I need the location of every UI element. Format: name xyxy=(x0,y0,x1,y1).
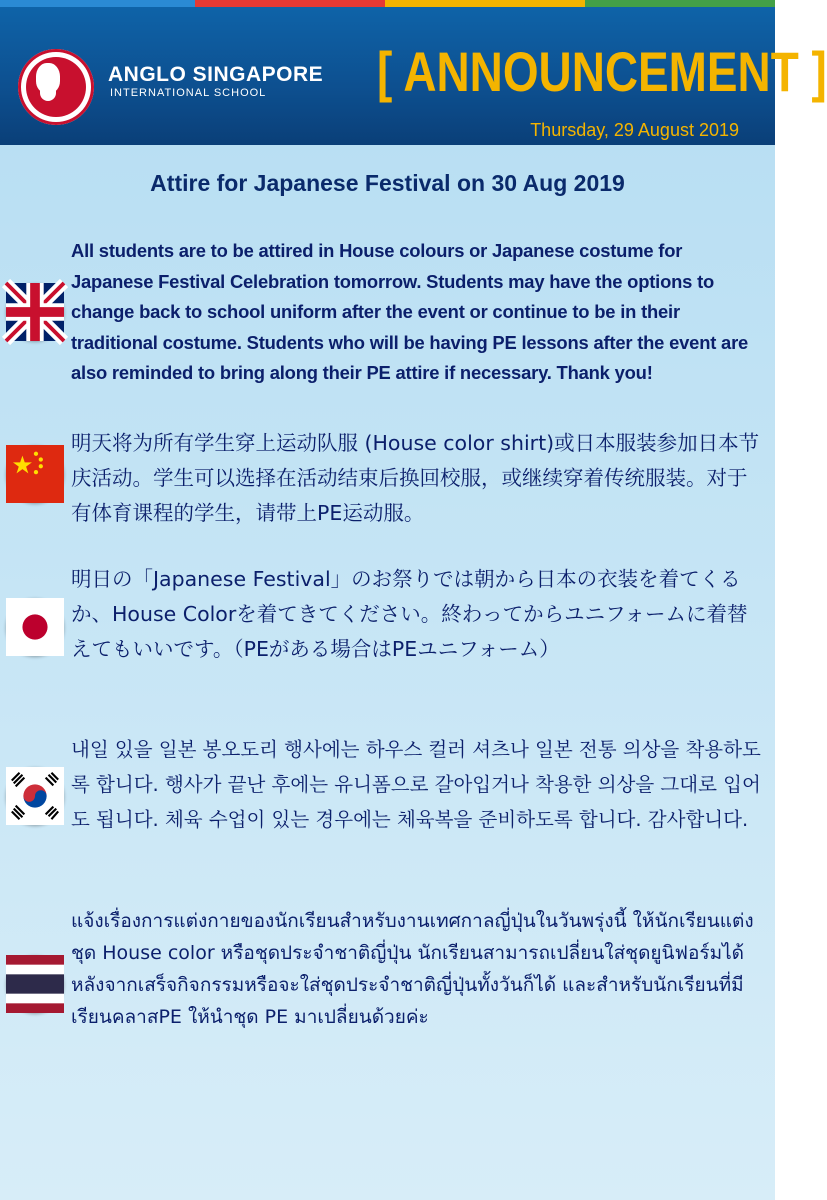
english-notice: All students are to be attired in House colours or Japanese costume for Japanese Festival Celebration tomorrow. Students may have the options to change back to school uniform after the event or continue to be in their traditional costume. Students who will be having PE lessons after the event are also reminded to bring along their PE attire if necessary. Thank you! xyxy=(71,240,749,383)
thai-notice: แจ้งเรื่องการแต่งกายของนักเรียนสำหรับงานเทศกาลญี่ปุ่นในวันพรุ่งนี้ ให้นักเรียนแต่งชุด House color หรือชุดประจำชาติญี่ปุ่น นักเรียนสามารถเปลี่ยนใส่ชุดยูนิฟอร์มได้หลังจากเสร็จกิจกรรมหรือจะใส่ชุดประจำชาติญี่ปุ่นทั้งวันก็ได้ และสำหรับนักเรียนที่มีเรียนคลาสPE ให้นำชุด PE มาเปลี่ยนด้วยค่ะ xyxy=(71,910,754,1028)
announcement-date: Thursday, 29 August 2019 xyxy=(530,120,739,140)
china-flag-icon xyxy=(6,445,64,503)
japan-flag-icon xyxy=(6,598,64,656)
announcement-label: [ ANNOUNCEMENT ] xyxy=(377,40,827,103)
school-subtitle: INTERNATIONAL SCHOOL xyxy=(110,87,267,99)
chinese-notice: 明天将为所有学生穿上运动队服 (House color shirt)或日本服装参加日本节庆活动。学生可以选择在活动结束后换回校服，或继续穿着传统服装。对于有体育课程的学生，请带上PE运动服。 xyxy=(71,431,760,525)
korea-flag-icon xyxy=(6,767,64,825)
lion-crest-logo-icon xyxy=(18,49,94,125)
header-banner xyxy=(0,7,827,145)
page-title: Attire for Japanese Festival on 30 Aug 2019 xyxy=(150,170,625,196)
uk-flag-icon xyxy=(6,283,64,341)
color-stripe xyxy=(0,0,775,7)
korean-notice: 내일 있을 일본 봉오도리 행사에는 하우스 컬러 셔츠나 일본 전통 의상을 착용하도록 합니다. 행사가 끝난 후에는 유니폼으로 갈아입거나 착용한 의상을 그대로 입어도 됩니다. 체육 수업이 있는 경우에는 체육복을 준비하도록 합니다. 감사합니다. xyxy=(71,738,761,831)
school-name: ANGLO SINGAPORE xyxy=(108,63,324,86)
japanese-notice: 明日の「Japanese Festival」のお祭りでは朝から日本の衣装を着てくるか、House Colorを着てきてください。終わってからユニフォームに着替えてもいいです。（PEがある場合はPEユニフォーム） xyxy=(71,567,748,661)
thailand-flag-icon xyxy=(6,955,64,1013)
